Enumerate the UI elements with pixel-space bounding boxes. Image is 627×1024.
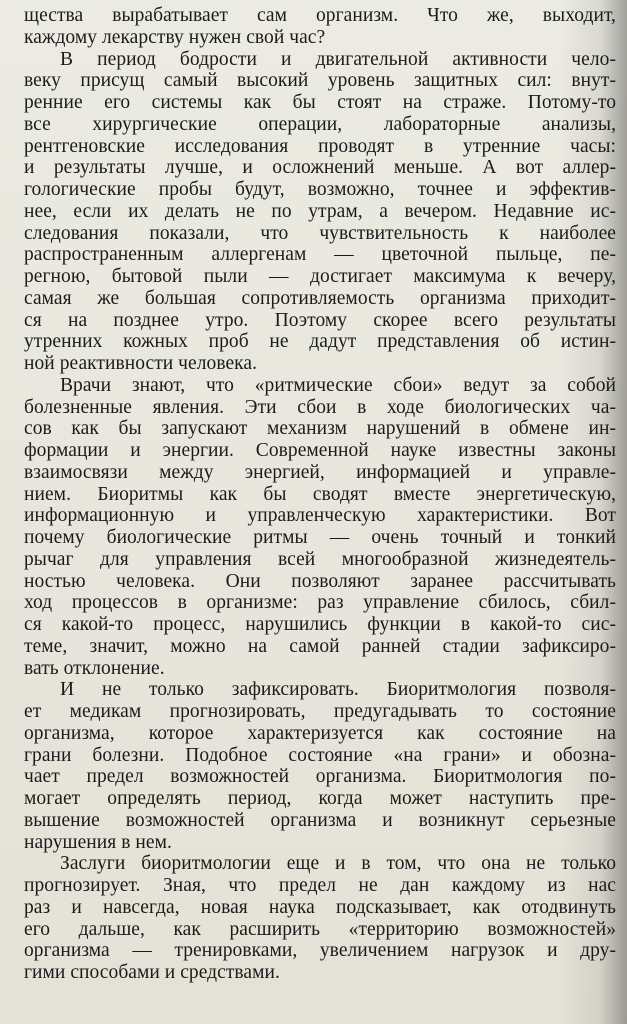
text-line: распространенным аллергенам — цветочной пыльце, пе- — [24, 244, 616, 266]
text-line: ной реактивности человека. — [24, 353, 258, 374]
text-line: нарушения в нем. — [24, 831, 172, 853]
text-line: болезненные явления. Эти сбои в ходе биологических ча- — [24, 396, 616, 418]
text-line: организма, которое характеризуется как состояние на — [24, 722, 616, 744]
text-line: утренних кожных проб не дадут представления об истин- — [24, 331, 616, 353]
text-line: нием. Биоритмы как бы сводят вместе энергетическую, — [24, 483, 616, 505]
text-line: ся какой-то процесс, нарушились функции в какой-то сис- — [24, 614, 616, 635]
text-line: и результаты лучше, и осложнений меньше. А вот аллер- — [24, 157, 616, 179]
text-line: его дальше, как расширить «территорию возможностей» — [24, 918, 616, 940]
text-line: И не только зафиксировать. Биоритмология позволя- — [60, 679, 616, 701]
text-line: раз и навсегда, новая наука подсказывает, как отодвинуть — [24, 896, 616, 918]
text-line: следования показали, что чувствительность к наиболее — [24, 222, 616, 244]
text-line: почему биологические ритмы — очень точный и тонкий — [24, 527, 616, 548]
text-line: ход процессов в организме: раз управление сбилось, сбил- — [24, 592, 616, 614]
text-line: могает определять период, когда может наступить пре- — [24, 788, 616, 809]
text-line: Заслуги биоритмологии еще и в том, что она не только — [60, 853, 616, 875]
text-line: рычаг для управления всей многообразной жизнедеятель- — [24, 548, 616, 570]
text-line: регною, бытовой пыли — достигает максимума к вечеру, — [24, 266, 616, 287]
text-line: информационную и управленческую характеристики. Вот — [24, 505, 616, 527]
text-line: Врачи знают, что «ритмические сбои» ведут за собой — [60, 374, 616, 396]
text-line: ет медикам прогнозировать, предугадывать то состояние — [24, 701, 616, 722]
paragraph-2 — [24, 49, 616, 375]
text-line: формации и энергии. Современной науке известны законы — [24, 440, 616, 461]
text-line: рентгеновские исследования проводят в утренние часы: — [24, 135, 616, 157]
text-line: самая же большая сопротивляемость организма приходит- — [24, 287, 616, 309]
text-line: вать отклонение. — [24, 657, 165, 679]
text-line: ся на позднее утро. Поэтому скорее всего результаты — [24, 309, 616, 331]
text-line: все хирургические операции, лабораторные анализы, — [24, 113, 616, 135]
text-line: сов как бы запускают механизм нарушений в обмене ин- — [24, 418, 616, 440]
text-line: взаимосвязи между энергией, информацией и управле- — [24, 461, 616, 483]
text-line: щества вырабатывает сам организм. Что же, выходит, — [24, 5, 616, 26]
text-line: организма — тренировками, увеличением нагрузок и дру- — [24, 940, 616, 962]
text-line: чает предел возможностей организма. Биоритмология по- — [24, 766, 616, 788]
paragraph-1 — [24, 5, 616, 49]
text-line: ренние его системы как бы стоят на страже. Потому-то — [24, 92, 616, 113]
paragraph-5 — [24, 853, 616, 984]
text-line: ностью человека. Они позволяют заранее рассчитывать — [24, 570, 616, 592]
text-line: гологические пробы будут, возможно, точнее и эффектив- — [24, 179, 616, 200]
text-line: гими способами и средствами. — [24, 962, 280, 983]
text-line: каждому лекарству нужен свой час? — [24, 26, 326, 48]
paragraph-3 — [24, 375, 616, 680]
text-line: веку присущ самый высокий уровень защитных сил: внут- — [24, 70, 616, 92]
paragraph-4 — [24, 679, 616, 853]
text-line: В период бодрости и двигательной активности чело- — [60, 48, 616, 70]
page-text — [24, 5, 616, 984]
text-line: грани болезни. Подобное состояние «на грани» и обозна- — [24, 744, 616, 766]
text-line: нее, если их делать не по утрам, а вечером. Недавние ис- — [24, 200, 616, 222]
text-line: прогнозирует. Зная, что предел не дан каждому из нас — [24, 875, 616, 896]
text-line: вышение возможностей организма и возникнут серьезные — [24, 809, 616, 831]
text-line: теме, значит, можно на самой ранней стадии зафиксиро- — [24, 635, 616, 657]
